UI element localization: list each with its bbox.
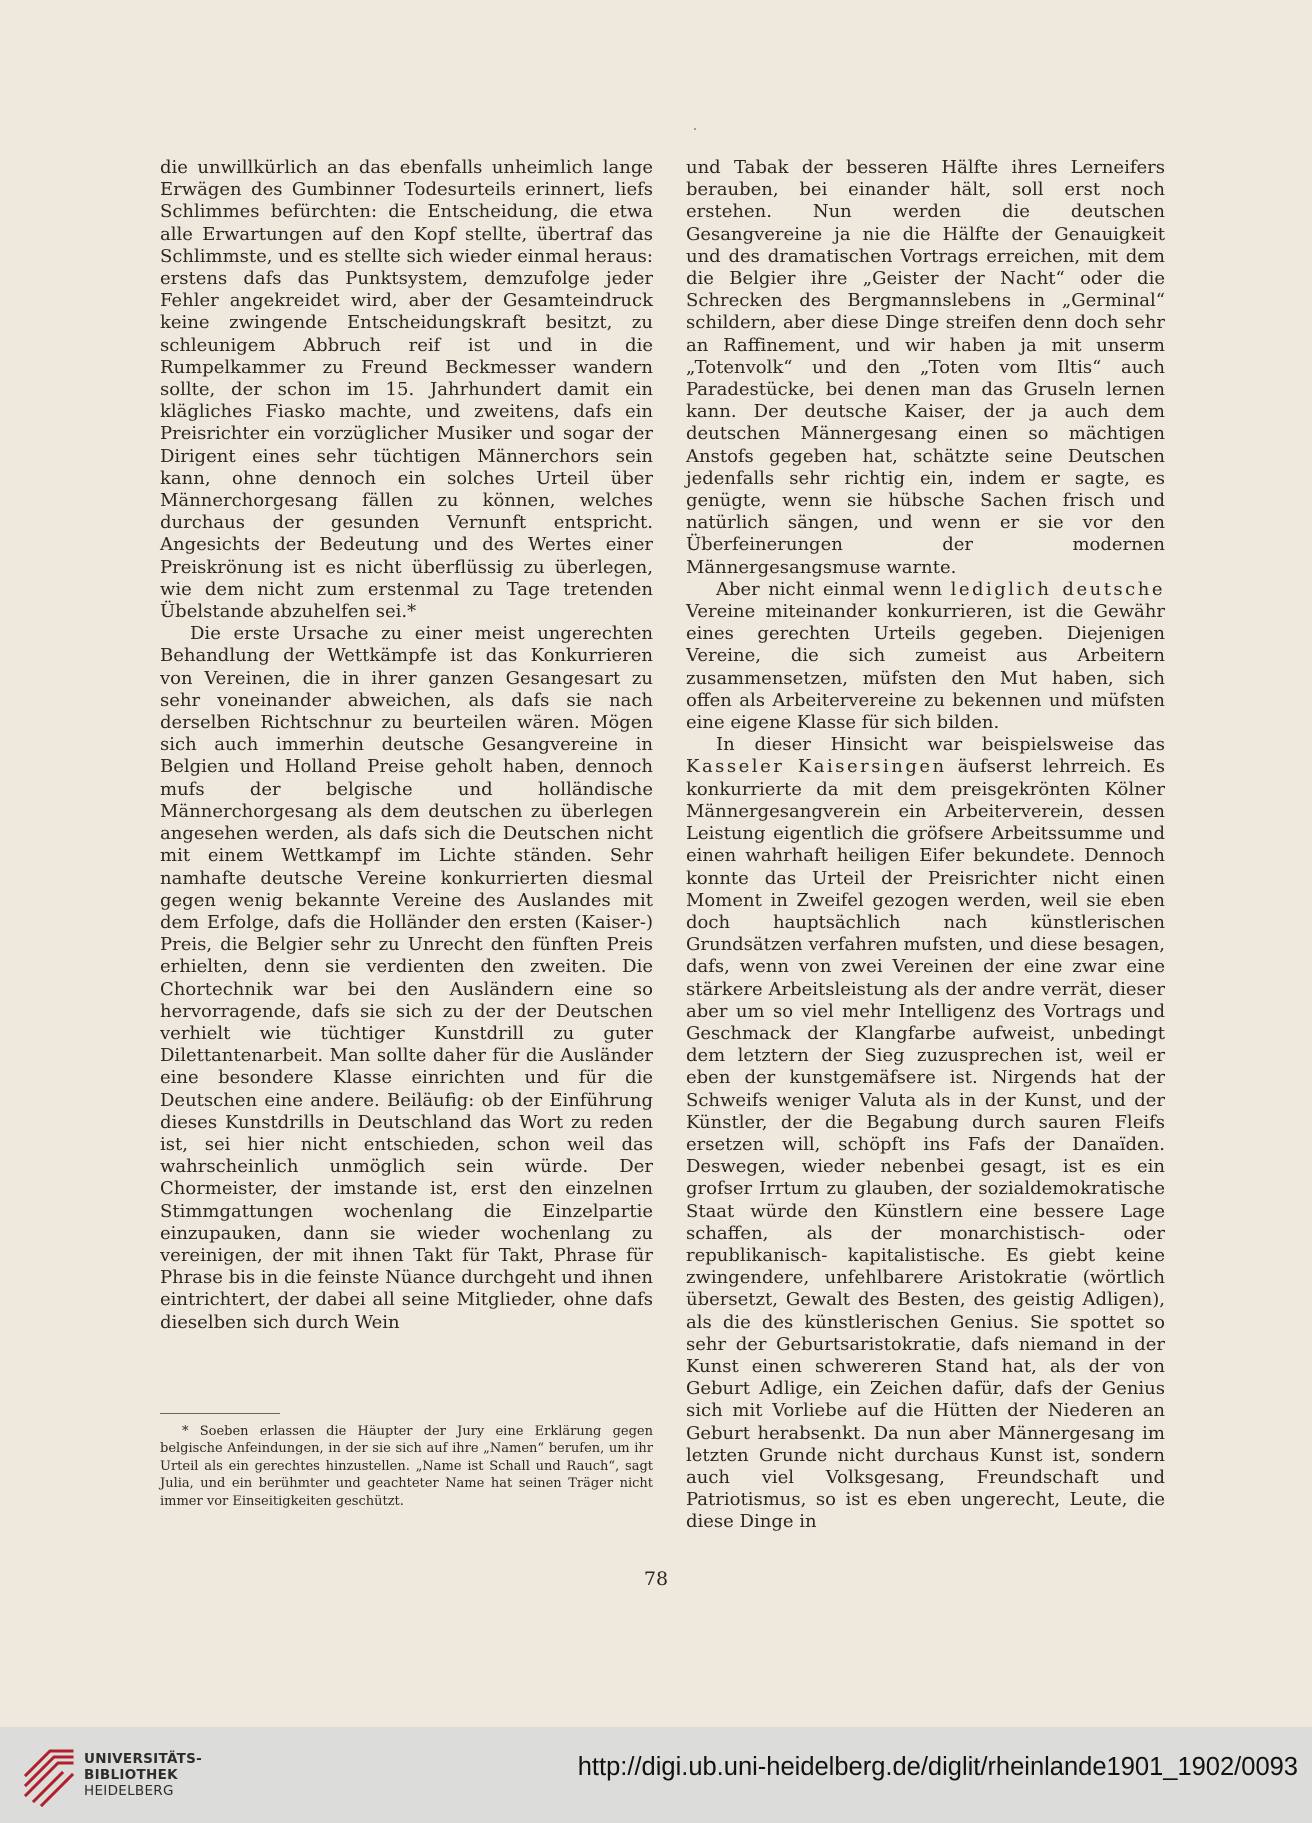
- paragraph-5-start: In dieser Hinsicht war beispielsweise das: [716, 734, 1165, 756]
- emphasis-lediglich-deutsche: lediglich deutsche: [950, 578, 1165, 600]
- digitization-footer: [0, 1727, 1312, 1823]
- page-number: 78: [643, 1568, 669, 1590]
- footnote: * Soeben erlassen die Häupter der Jury eine Erklärung gegen belgische Anfeindungen, in der sie sich auf ihre „Namen“ berufen, um ihr Urteil als ein gerechtes hinzustellen. „Name ist Schall und Rauch“, sagt Julia, und ein berühmter und geachteter Name hat seinen Träger nicht immer vor Einseitigkeiten geschützt.: [160, 1424, 653, 1509]
- right-column: [686, 157, 1165, 1534]
- emphasis-kasseler-kaisersingen: Kasseler Kaisersingen: [686, 756, 947, 778]
- library-name-line-2: BIBLIOTHEK: [84, 1767, 178, 1783]
- library-name: [84, 1751, 202, 1799]
- paragraph-4-start: Aber nicht einmal wenn: [716, 578, 943, 600]
- library-name-line-1: UNIVERSITÄTS-: [84, 1751, 203, 1767]
- paragraph-5: [686, 734, 1165, 1533]
- left-column: [160, 157, 653, 1334]
- paragraph-4: [686, 579, 1165, 734]
- paragraph-2: Die erste Ursache zu einer meist ungerechten Behandlung der Wettkämpfe ist das Konkurrieren von Vereinen, die in ihrer ganzen Gesangesart zu sehr voneinander abweichen, als dafs sie nach derselben Richtschnur zu beurteilen wären. Mögen sich auch immerhin deutsche Gesangvereine in Belgien und Holland Preise geholt haben, dennoch mufs der belgische und holländische Männerchorgesang als dem deutschen zu überlegen angesehen werden, als dafs sich die Deutschen nicht mit einem Wettkampf im Lichte ständen. Sehr namhafte deutsche Vereine konkurrierten diesmal gegen wenig bekannte Vereine des Auslandes mit dem Erfolge, dafs die Holländer den ersten (Kaiser-) Preis, die Belgier sehr zu Unrecht den fünften Preis erhielten, denn sie verdienten den zweiten. Die Chortechnik war bei den Ausländern eine so hervorragende, dafs sie sich zu der der Deutschen verhielt wie tüchtiger Kunstdrill zu guter Dilettantenarbeit. Man sollte daher für die Ausländer eine besondere Klasse einrichten und für die Deutschen eine andere. Beiläufig: ob der Einführung dieses Kunstdrills in Deutschland das Wort zu reden ist, sei hier nicht entschieden, schon weil das wahrscheinlich unmöglich sein würde. Der Chormeister, der imstande ist, erst den einzelnen Stimmgattungen wochenlang die Einzelpartie einzupauken, dann sie wieder wochenlang zu vereinigen, der mit ihnen Takt für Takt, Phrase für Phrase bis in die feinste Nüance durchgeht und ihnen eintrichtert, der dabei all seine Mitglieder, ohne dafs dieselben sich durch Wein: [160, 623, 653, 1333]
- paragraph-4-rest: Vereine miteinander konkurrieren, ist die Gewähr eines gerechten Urteils gegeben. Diejenigen Vereine, die sich zumeist aus Arbeitern zusammensetzen, müfsten den Mut haben, sich offen als Arbeitervereine zu bekennen und müfsten eine eigene Klasse für sich bilden.: [686, 601, 1165, 734]
- paragraph-3: und Tabak der besseren Hälfte ihres Lerneifers berauben, bei einander hält, soll erst noch erstehen. Nun werden die deutschen Gesangvereine ja nie die Hälfte der Genauigkeit und des dramatischen Vortrags erreichen, mit dem die Belgier ihre „Geister der Nacht“ oder die Schrecken des Bergmannslebens in „Germinal“ schildern, aber diese Dinge streifen denn doch sehr an Raffinement, und wir haben ja mit unserm „Totenvolk“ und den „Toten vom Iltis“ auch Paradestücke, bei denen man das Gruseln lernen kann. Der deutsche Kaiser, der ja auch dem deutschen Männergesang einen so mächtigen Anstofs gegeben hat, schätzte seine Deutschen jedenfalls sehr richtig ein, indem er sagte, es genügte, wenn sie hübsche Sachen frisch und natürlich sängen, und wenn er sie vor den Überfeinerungen der modernen Männergesangsmuse warnte.: [686, 157, 1165, 578]
- footnote-divider: [160, 1413, 280, 1414]
- university-library-logo-icon[interactable]: [20, 1741, 78, 1809]
- library-name-line-3: HEIDELBERG: [84, 1783, 174, 1799]
- source-url-link[interactable]: http://digi.ub.uni-heidelberg.de/diglit/rheinlande1901_1902/0093: [577, 1753, 1298, 1781]
- paragraph-5-rest: äufserst lehrreich. Es konkurrierte da mit dem preisgekrönten Kölner Männergesangverein ein Arbeiterverein, dessen Leistung eigentlich die gröfsere Arbeitssumme und einen wahrhaft heiligen Eifer bekundete. Dennoch konnte das Urteil der Preisrichter nicht einen Moment in Zweifel gezogen werden, weil sie eben doch hauptsächlich nach künstlerischen Grundsätzen verfahren mufsten, und diese besagen, dafs, wenn von zwei Vereinen der eine zwar eine stärkere Arbeitsleistung als der andre verrät, dieser aber um so viel mehr Intelligenz des Vortrags und Geschmack der Klangfarbe aufweist, unbedingt dem letztern der Sieg zuzusprechen ist, weil er eben der kunstgemäfsere ist. Nirgends hat der Schweifs weniger Valuta als in der Kunst, und der Künstler, der die Begabung durch sauren Fleifs ersetzen will, schöpft ins Fafs der Danaïden. Deswegen, wieder nebenbei gesagt, ist es ein grofser Irrtum zu glauben, der sozialdemokratische Staat würde den Künstlern eine bessere Lage schaffen, als der monarchistisch- oder republikanisch- kapitalistische. Es giebt keine zwingendere, unfehlbarere Aristokratie (wörtlich übersetzt, Gewalt des Besten, des geistig Adligen), als die des künstlerischen Genius. Sie spottet so sehr der Geburtsaristokratie, dafs niemand in der Kunst einen schwereren Stand hat, als der von Geburt Adlige, ein Zeichen dafür, dafs der Genius sich mit Vorliebe auf die Hütten der Niederen an Geburt herabsenkt. Da nun aber Männergesang im letzten Grunde nicht durchaus Kunst ist, sondern auch viel Volksgesang, Freundschaft und Patriotismus, so ist es eben ungerecht, Leute, die diese Dinge in: [686, 756, 1165, 1533]
- dust-speck: [694, 128, 696, 130]
- paragraph-1: die unwillkürlich an das ebenfalls unheimlich lange Erwägen des Gumbinner Todesurteils erinnert, liefs Schlimmes befürchten: die Entscheidung, die etwa alle Erwartungen auf den Kopf stellte, übertraf das Schlimmste, und es stellte sich wieder einmal heraus: erstens dafs das Punktsystem, demzufolge jeder Fehler angekreidet wird, aber der Gesamteindruck keine zwingende Entscheidungskraft besitzt, zu schleunigem Abbruch reif ist und in die Rumpelkammer zu Freund Beckmesser wandern sollte, der schon im 15. Jahrhundert damit ein klägliches Fiasko machte, und zweitens, dafs ein Preisrichter ein vorzüglicher Musiker und sogar der Dirigent eines sehr tüchtigen Männerchors sein kann, ohne dennoch ein solches Urteil über Männerchorgesang fällen zu können, welches durchaus der gesunden Vernunft entspricht. Angesichts der Bedeutung und des Wertes einer Preiskrönung ist es nicht überflüssig zu überlegen, wie dem nicht zum erstenmal zu Tage tretenden Übelstande abzuhelfen sei.*: [160, 157, 653, 623]
